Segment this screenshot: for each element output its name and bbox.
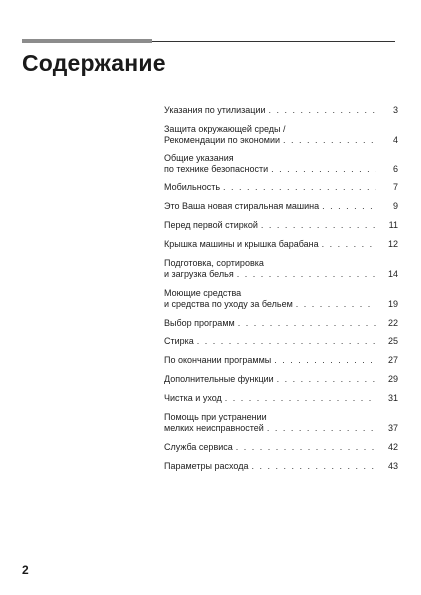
dot-leader (251, 461, 376, 472)
dot-leader (322, 201, 376, 212)
toc-entry-text: Перед первой стиркой (164, 220, 258, 230)
toc-entry-text: мелких неисправностей (164, 423, 264, 433)
toc-entry-text: Общие указания (164, 153, 234, 163)
toc-entry-title (164, 220, 376, 231)
dot-leader (238, 318, 376, 329)
toc-entry-title (164, 239, 376, 250)
toc-page-number: 4 (392, 135, 398, 145)
dot-leader (223, 182, 376, 193)
toc-page-number: 19 (387, 299, 398, 309)
toc-entry-title (164, 124, 376, 146)
toc-page-number: 6 (392, 164, 398, 174)
toc-entry-title (164, 182, 376, 193)
toc-entry-text: Чистка и уход (164, 393, 222, 403)
toc-entry[interactable] (164, 393, 398, 404)
toc-entry-title (164, 461, 376, 472)
toc-entry[interactable] (164, 336, 398, 347)
toc-entry[interactable] (164, 124, 398, 146)
header-rule (152, 41, 395, 42)
toc-entry-title (164, 201, 376, 212)
toc-entry-text: Выбор программ (164, 318, 235, 328)
dot-leader (269, 105, 376, 116)
toc-page-number: 25 (387, 336, 398, 346)
dot-leader (261, 220, 376, 231)
toc-entry[interactable] (164, 258, 398, 280)
toc-entry-text: По окончании программы (164, 355, 272, 365)
dot-leader (267, 423, 376, 434)
header-accent-bar (22, 39, 152, 43)
toc-page-number: 14 (387, 269, 398, 279)
toc-entry-text: Мобильность (164, 182, 221, 192)
toc-entry[interactable] (164, 201, 398, 212)
toc-entry[interactable] (164, 318, 398, 329)
toc-entry-text: Это Ваша новая стиральная машина (164, 201, 320, 211)
toc-entry-text: и загрузка белья (164, 269, 234, 279)
toc-entry-text: Крышка машины и крышка барабана (164, 239, 319, 249)
toc-entry-title (164, 355, 376, 366)
toc-entry-title (164, 105, 376, 116)
toc-entry[interactable] (164, 374, 398, 385)
page-title: Содержание (22, 50, 166, 76)
toc-entry-title (164, 412, 376, 434)
toc-entry-text: Стирка (164, 336, 194, 346)
toc-page-number: 3 (392, 105, 398, 115)
toc-entry-title (164, 288, 376, 310)
dot-leader (236, 442, 376, 453)
toc-entry[interactable] (164, 220, 398, 231)
toc-entry-text: Подготовка, сортировка (164, 258, 264, 268)
toc-entry-title (164, 336, 376, 347)
toc-entry-title (164, 153, 376, 175)
toc-entry[interactable] (164, 442, 398, 453)
dot-leader (197, 336, 376, 347)
toc-entry-text: Указания по утилизации (164, 105, 266, 115)
toc-entry-text: и средства по уходу за бельем (164, 299, 293, 309)
toc-entry-title (164, 374, 376, 385)
toc-entry[interactable] (164, 461, 398, 472)
toc-entry-text: Дополнительные функции (164, 374, 274, 384)
toc-entry[interactable] (164, 239, 398, 250)
dot-leader (283, 135, 376, 146)
toc-entry[interactable] (164, 288, 398, 310)
toc-page-number: 31 (387, 393, 398, 403)
toc-entry[interactable] (164, 105, 398, 116)
dot-leader (225, 393, 376, 404)
toc-entry[interactable] (164, 355, 398, 366)
dot-leader (237, 269, 376, 280)
toc-entry-text: Защита окружающей среды / (164, 124, 286, 134)
toc-page-number: 29 (387, 374, 398, 384)
toc-page-number: 9 (392, 201, 398, 211)
toc-entry[interactable] (164, 412, 398, 434)
toc-page-number: 42 (387, 442, 398, 452)
dot-leader (271, 164, 376, 175)
toc-entry-title (164, 442, 376, 453)
toc-page-number: 27 (387, 355, 398, 365)
toc-entry[interactable] (164, 182, 398, 193)
toc-entry-title (164, 393, 376, 404)
toc-page-number: 7 (392, 182, 398, 192)
toc-page-number: 37 (387, 423, 398, 433)
toc-page-number: 11 (388, 220, 398, 230)
page-number: 2 (22, 563, 29, 577)
toc-page-number: 22 (387, 318, 398, 328)
toc-entry-title (164, 258, 376, 280)
dot-leader (322, 239, 376, 250)
toc-entry-title (164, 318, 376, 329)
dot-leader (274, 355, 376, 366)
table-of-contents (164, 97, 398, 472)
toc-entry-text: Рекомендации по экономии (164, 135, 281, 145)
toc-entry[interactable] (164, 153, 398, 175)
toc-entry-text: Моющие средства (164, 288, 242, 298)
dot-leader (277, 374, 376, 385)
toc-page-number: 43 (387, 461, 398, 471)
toc-page-number: 12 (387, 239, 398, 249)
toc-entry-text: Служба сервиса (164, 442, 233, 452)
dot-leader (296, 299, 376, 310)
toc-entry-text: Помощь при устранении (164, 412, 267, 422)
toc-entry-text: по технике безопасности (164, 164, 269, 174)
toc-entry-text: Параметры расхода (164, 461, 249, 471)
